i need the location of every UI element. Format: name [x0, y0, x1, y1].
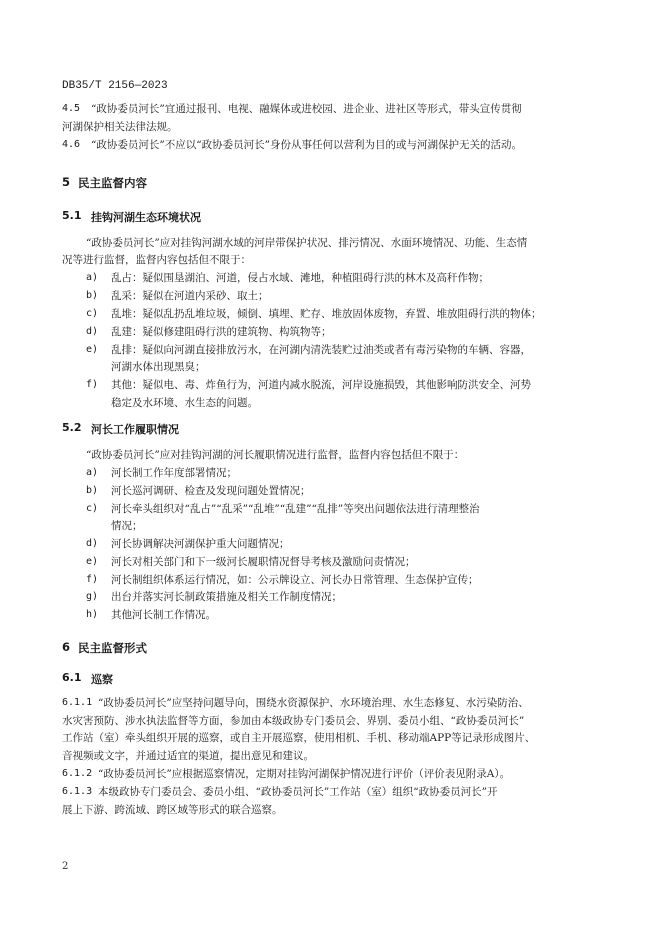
page-number: 2: [62, 861, 69, 872]
list-item-label: c): [86, 308, 99, 319]
list-item: 河长制组织体系运行情况，如：公示牌设立、河长办日常管理、生态保护宣传；: [111, 574, 479, 586]
list-item-label: d): [86, 538, 99, 549]
section-number: 6: [62, 640, 71, 654]
list-item: 河长对相关部门和下一级河长履职情况督导考核及激励问责情况；: [111, 556, 416, 568]
paragraph-line: “政协委员河长”应对挂钩河湖水域的河岸带保护状况、排污情况、水面环境情况、功能、生态情: [86, 237, 528, 249]
standard-code: DB35/T 2156—2023: [62, 80, 168, 92]
section-title: 民主监督形式: [78, 641, 147, 655]
list-item: 出台并落实河长制政策措施及相关工作制度情况；: [111, 591, 342, 603]
subsection-number: 5.2: [62, 421, 82, 434]
paragraph-line: 况等进行监督，监督内容包括但不限于：: [62, 254, 251, 266]
paragraph-line: 水灾害预防、涉水执法监督等方面，参加由本级政协专门委员会、界别、委员小组、“政协委员河长”: [62, 715, 525, 727]
section-title: 民主监督内容: [78, 176, 147, 190]
list-item: 其他：疑似电、毒、炸鱼行为，河道内减水脱流，河岸设施损毁，其他影响防洪安全、河势: [111, 379, 531, 391]
list-item: 河长牵头组织对“乱占”“乱采”“乱堆”“乱建”“乱排”等突出问题依法进行清理整治: [111, 503, 480, 515]
list-item-label: b): [86, 290, 99, 301]
list-item-label: e): [86, 344, 99, 355]
list-item: 乱占：疑似围垦湖泊、河道，侵占水域、滩地，种植阻碍行洪的林木及高秆作物；: [111, 272, 489, 284]
list-item-label: d): [86, 326, 99, 337]
clause-number: 4.5: [62, 103, 81, 114]
subsection-number: 6.1: [62, 671, 82, 684]
paragraph-line: 音视频或文字，并通过适宜的渠道，提出意见和建议。: [62, 750, 314, 762]
list-item: 河长协调解决河湖保护重大问题情况；: [111, 538, 290, 550]
list-item: 乱排：疑似向河湖直接排放污水，在河湖内清洗装贮过油类或者有毒污染物的车辆、容器，: [111, 344, 531, 356]
list-item: 乱建：疑似修建阻碍行洪的建筑物、构筑物等；: [111, 326, 332, 338]
paragraph-line: “政协委员河长”应坚持问题导向，围绕水资源保护、水环境治理、水生态修复、水污染防治、: [98, 697, 529, 709]
subsection-number: 5.1: [62, 209, 82, 222]
subsection-title: 河长工作履职情况: [91, 423, 179, 436]
list-item-label: h): [86, 609, 99, 620]
paragraph-line: “政协委员河长”宜通过报刊、电视、融媒体或进校园、进企业、进社区等形式，带头宣传贯彻: [91, 103, 522, 115]
clause-number: 6.1.1: [62, 697, 93, 708]
list-item-label: f): [86, 379, 99, 390]
paragraph-line: 本级政协专门委员会、委员小组、“政协委员河长”工作站（室）组织“政协委员河长”开: [98, 786, 498, 798]
paragraph-line: 展上下游、跨流域、跨区域等形式的联合巡察。: [62, 804, 283, 816]
list-item-label: f): [86, 574, 99, 585]
list-item-continuation: 河湖水体出现黑臭；: [111, 361, 206, 373]
clause-number: 4.6: [62, 139, 81, 150]
subsection-title: 巡察: [91, 673, 113, 686]
list-item-continuation: 情况；: [111, 520, 143, 532]
paragraph-line: “政协委员河长”不应以“政协委员河长”身份从事任何以营利为目的或与河湖保护无关的活动。: [91, 139, 522, 151]
paragraph-line: 工作站（室）牵头组织开展的巡察，或自主开展巡察，使用相机、手机、移动端APP等记录形成图片、: [62, 732, 536, 744]
list-item: 其他河长制工作情况。: [111, 609, 216, 621]
paragraph-line: 河湖保护相关法律法规。: [62, 121, 178, 133]
list-item-label: a): [86, 467, 99, 478]
clause-number: 6.1.2: [62, 768, 93, 779]
section-number: 5: [62, 175, 71, 189]
list-item-label: g): [86, 591, 99, 602]
list-item: 乱采：疑似在河道内采砂、取土；: [111, 290, 269, 302]
subsection-title: 挂钩河湖生态环境状况: [91, 211, 201, 224]
list-item-label: b): [86, 485, 99, 496]
list-item-continuation: 稳定及水环境、水生态的问题。: [111, 397, 258, 409]
list-item-label: a): [86, 272, 99, 283]
list-item-label: e): [86, 556, 99, 567]
clause-number: 6.1.3: [62, 786, 93, 797]
paragraph-line: “政协委员河长”应对挂钩河湖的河长履职情况进行监督，监督内容包括但不限于：: [86, 449, 465, 461]
list-item-label: c): [86, 503, 99, 514]
list-item: 河长制工作年度部署情况；: [111, 467, 237, 479]
paragraph-line: “政协委员河长”应根据巡察情况，定期对挂钩河湖保护情况进行评价（评价表见附录A）。: [98, 768, 511, 780]
list-item: 乱堆：疑似乱扔乱堆垃圾，倾倒、填埋、贮存、堆放固体废物，弃置、堆放阻碍行洪的物体；: [111, 308, 542, 320]
list-item: 河长巡河调研、检查及发现问题处置情况；: [111, 485, 311, 497]
